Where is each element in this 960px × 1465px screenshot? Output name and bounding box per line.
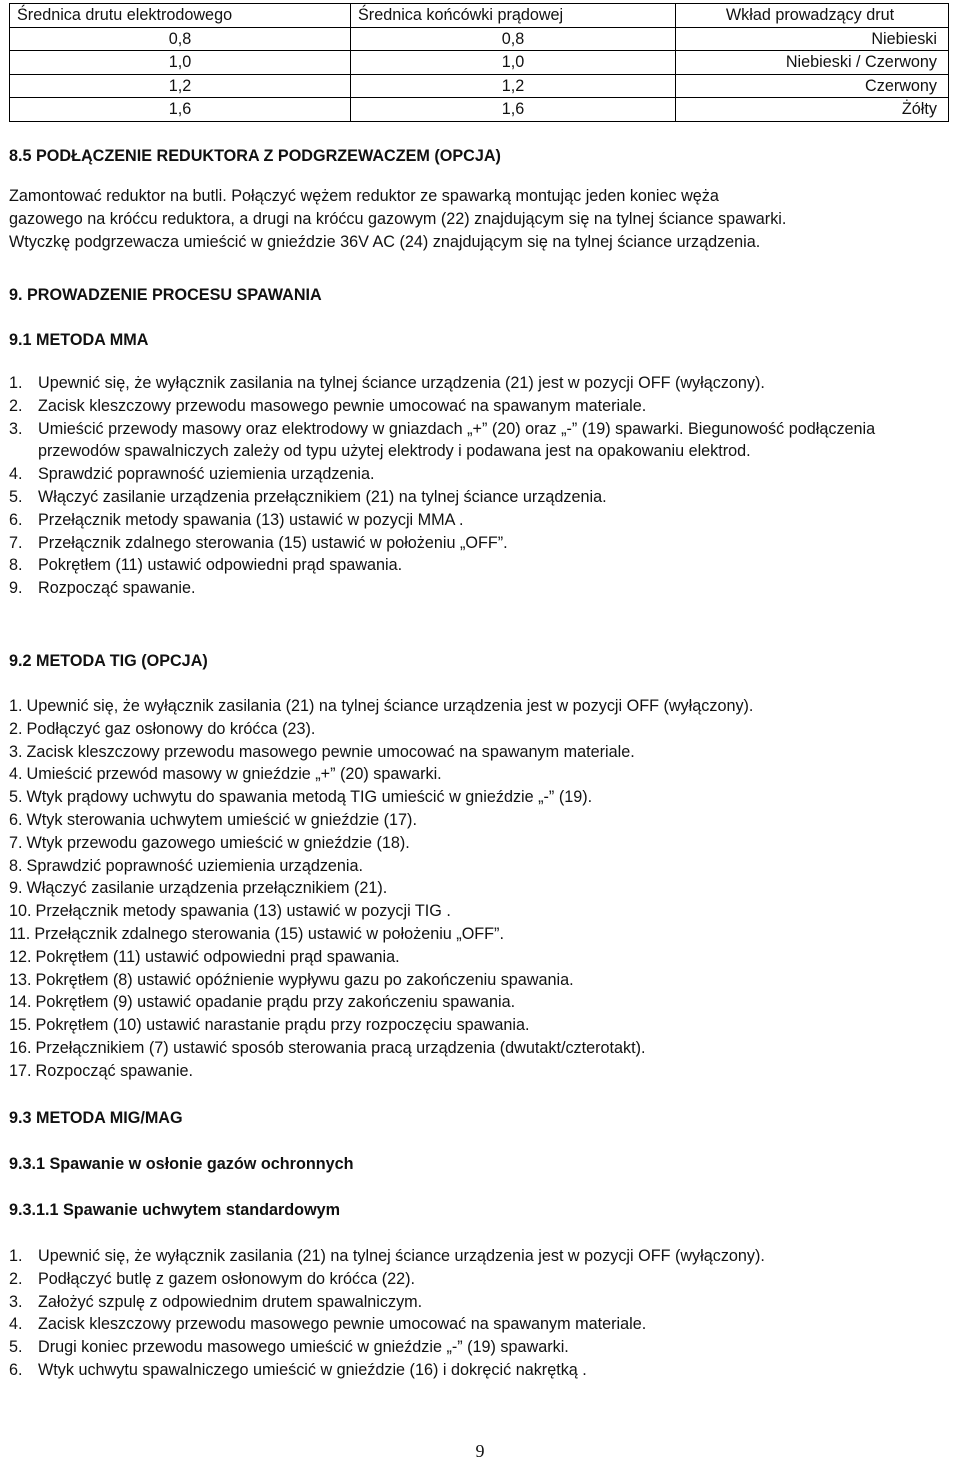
item-text: Rozpocząć spawanie. [38, 579, 196, 598]
item-number: 1. [9, 374, 23, 392]
list-item [9, 741, 954, 764]
item-text: Podłączyć gaz osłonowy do króćca (23). [26, 719, 316, 738]
item-number: 5. [9, 1338, 23, 1357]
table-row [10, 27, 949, 51]
item-text: Pokrętłem (8) ustawić opóźnienie wypływu gazu po zakończeniu spawania. [35, 970, 574, 989]
item-number: 3. [9, 742, 23, 761]
item-number: 9. [9, 579, 23, 598]
item-number: 2. [9, 396, 23, 415]
cell-tip-diameter: 1,2 [351, 74, 676, 98]
heading-9-3-1: 9.3.1 Spawanie w osłonie gazów ochronnych [9, 1155, 354, 1173]
item-text: Przełącznik metody spawania (13) ustawić w pozycji TIG . [35, 902, 451, 921]
table-row [10, 51, 949, 75]
table-row [10, 74, 949, 98]
cell-wire-diameter: 1,6 [10, 98, 351, 122]
list-item [9, 372, 954, 395]
item-number: 13. [9, 970, 32, 989]
item-number: 7. [9, 533, 23, 552]
item-text: Pokrętłem (11) ustawić odpowiedni prąd spawania. [35, 947, 400, 966]
list-item [9, 855, 954, 878]
cell-wire-diameter: 1,0 [10, 51, 351, 75]
item-number: 8. [9, 556, 23, 575]
list-item [9, 1014, 954, 1037]
item-number: 3. [9, 1292, 23, 1311]
cell-liner: Czerwony [676, 74, 949, 98]
cell-liner: Niebieski [676, 27, 949, 51]
item-number: 9. [9, 879, 23, 898]
list-item [9, 946, 954, 969]
paragraph-line: Zamontować reduktor na butli. Połączyć wężem reduktor ze spawarką montując jeden koniec węża [9, 187, 719, 205]
item-number: 10. [9, 902, 32, 921]
heading-8-5: 8.5 PODŁĄCZENIE REDUKTORA Z PODGRZEWACZEM (OPCJA) [9, 147, 501, 165]
item-text: Zacisk kleszczowy przewodu masowego pewnie umocować na spawanym materiale. [38, 396, 647, 415]
item-text: Przełącznik metody spawania (13) ustawić w pozycji MMA . [38, 510, 464, 529]
item-text: Zacisk kleszczowy przewodu masowego pewnie umocować na spawanym materiale. [26, 742, 635, 761]
list-item [9, 809, 954, 832]
list-item [9, 877, 954, 900]
item-text: Przełącznik zdalnego sterowania (15) ustawić w położeniu „OFF”. [38, 533, 508, 552]
table-row [10, 98, 949, 122]
list-item [9, 923, 954, 946]
item-text: Włączyć zasilanie urządzenia przełącznikiem (21). [26, 879, 388, 898]
cell-wire-diameter: 0,8 [10, 27, 351, 51]
heading-9-3-1-1: 9.3.1.1 Spawanie uchwytem standardowym [9, 1201, 341, 1219]
item-number: 6. [9, 510, 23, 529]
list-item [9, 900, 954, 923]
header-liner: Wkład prowadzący drut [676, 4, 949, 28]
heading-9-1: 9.1 METODA MMA [9, 331, 149, 349]
page-number: 9 [475, 1441, 485, 1461]
list-item [9, 1268, 954, 1291]
heading-9: 9. PROWADZENIE PROCESU SPAWANIA [9, 286, 322, 304]
item-text: Upewnić się, że wyłącznik zasilania na tylnej ściance urządzenia (21) jest w pozycji OFF (wyłączony). [38, 374, 765, 392]
item-text: Założyć szpulę z odpowiednim drutem spawalniczym. [38, 1292, 423, 1311]
item-text: Pokrętłem (10) ustawić narastanie prądu przy rozpoczęciu spawania. [35, 1016, 530, 1035]
item-number: 4. [9, 465, 23, 484]
item-text: Upewnić się, że wyłącznik zasilania (21) na tylnej ściance urządzenia jest w pozycji OFF (wyłączony). [26, 697, 754, 715]
item-text: Wtyk przewodu gazowego umieścić w gnieździe (18). [26, 833, 410, 852]
item-number: 8. [9, 856, 23, 875]
item-text: Wtyk prądowy uchwytu do spawania metodą TIG umieścić w gnieździe „-” (19). [26, 788, 593, 807]
list-item [9, 832, 954, 855]
list-9-3-1-1 [9, 1245, 954, 1382]
list-item [9, 969, 954, 992]
cell-tip-diameter: 1,0 [351, 51, 676, 75]
item-text: Umieścić przewód masowy w gnieździe „+” (20) spawarki. [26, 765, 442, 784]
item-number: 5. [9, 788, 23, 807]
item-text: Drugi koniec przewodu masowego umieścić w gnieździe „-” (19) spawarki. [38, 1338, 569, 1357]
heading-9-3: 9.3 METODA MIG/MAG [9, 1109, 183, 1127]
item-number: 1. [9, 697, 23, 715]
paragraph-line: gazowego na króćcu reduktora, a drugi na króćcu gazowym (22) znajdującym się na tylnej ściance spawarki. [9, 210, 787, 228]
item-number: 3. [9, 419, 23, 438]
cell-tip-diameter: 1,6 [351, 98, 676, 122]
item-text: Zacisk kleszczowy przewodu masowego pewnie umocować na spawanym materiale. [38, 1315, 647, 1334]
list-item [9, 486, 954, 509]
item-number: 7. [9, 833, 23, 852]
list-item [9, 554, 954, 577]
item-text: Wtyk sterowania uchwytem umieścić w gnieździe (17). [26, 810, 417, 829]
item-number: 5. [9, 487, 23, 506]
item-text: Włączyć zasilanie urządzenia przełącznikiem (21) na tylnej ściance urządzenia. [38, 487, 607, 506]
list-item [9, 509, 954, 532]
item-text: Rozpocząć spawanie. [35, 1061, 193, 1080]
item-text: Podłączyć butlę z gazem osłonowym do króćca (22). [38, 1269, 415, 1288]
list-item [9, 577, 954, 600]
wire-table-header [10, 4, 949, 28]
item-text: Pokrętłem (9) ustawić opadanie prądu przy zakończeniu spawania. [35, 993, 516, 1012]
item-number: 14. [9, 993, 32, 1012]
list-item [9, 786, 954, 809]
item-text: Sprawdzić poprawność uziemienia urządzenia. [26, 856, 364, 875]
item-number: 6. [9, 1360, 23, 1379]
heading-9-2: 9.2 METODA TIG (OPCJA) [9, 652, 208, 670]
list-9-2 [9, 695, 954, 1083]
item-number: 4. [9, 765, 23, 784]
item-number: 15. [9, 1016, 32, 1035]
cell-wire-diameter: 1,2 [10, 74, 351, 98]
paragraph-line: Wtyczkę podgrzewacza umieścić w gnieździe 36V AC (24) znajdującym się na tylnej ściance urządzenia. [9, 233, 761, 251]
item-text: Wtyk uchwytu spawalniczego umieścić w gnieździe (16) i dokręcić nakrętką . [38, 1360, 587, 1379]
header-wire-diameter: Średnica drutu elektrodowego [10, 4, 351, 28]
list-item [9, 991, 954, 1014]
item-text: Umieścić przewody masowy oraz elektrodowy w gniazdach „+” (20) oraz „-” (19) spawarki. Biegunowość podłączenia przewodów spawalniczych zależy od typu użytej elektrody i podawana jest na opakowaniu elektrod. [38, 419, 876, 461]
list-item [9, 1291, 954, 1314]
item-number: 6. [9, 810, 23, 829]
list-item [9, 1060, 954, 1083]
item-text: Upewnić się, że wyłącznik zasilania (21) na tylnej ściance urządzenia jest w pozycji OFF (wyłączony). [38, 1247, 765, 1265]
item-number: 17. [9, 1061, 32, 1080]
item-number: 1. [9, 1247, 23, 1265]
wire-table [9, 3, 949, 122]
list-item [9, 532, 954, 555]
list-item [9, 763, 954, 786]
item-number: 12. [9, 947, 32, 966]
item-text: Pokrętłem (11) ustawić odpowiedni prąd spawania. [38, 556, 403, 575]
paragraph-8-5 [9, 185, 954, 254]
item-text: Przełącznikiem (7) ustawić sposób sterowania pracą urządzenia (dwutakt/czterotakt). [35, 1038, 646, 1057]
list-item [9, 395, 954, 418]
item-number: 4. [9, 1315, 23, 1334]
list-item [9, 695, 954, 718]
list-item [9, 1359, 954, 1382]
cell-liner: Niebieski / Czerwony [676, 51, 949, 75]
item-number: 2. [9, 1269, 23, 1288]
list-item [9, 1336, 954, 1359]
item-number: 16. [9, 1038, 32, 1057]
list-item [9, 1037, 954, 1060]
item-number: 2. [9, 719, 23, 738]
list-item [9, 1313, 954, 1336]
cell-tip-diameter: 0,8 [351, 27, 676, 51]
item-number: 11. [9, 924, 31, 943]
list-item [9, 1245, 954, 1268]
list-item [9, 418, 954, 464]
cell-liner: Żółty [676, 98, 949, 122]
list-9-1 [9, 372, 954, 600]
item-text: Sprawdzić poprawność uziemienia urządzenia. [38, 465, 375, 484]
list-item [9, 463, 954, 486]
header-tip-diameter: Średnica końcówki prądowej [351, 4, 676, 28]
item-text: Przełącznik zdalnego sterowania (15) ustawić w położeniu „OFF”. [34, 924, 504, 943]
list-item [9, 718, 954, 741]
